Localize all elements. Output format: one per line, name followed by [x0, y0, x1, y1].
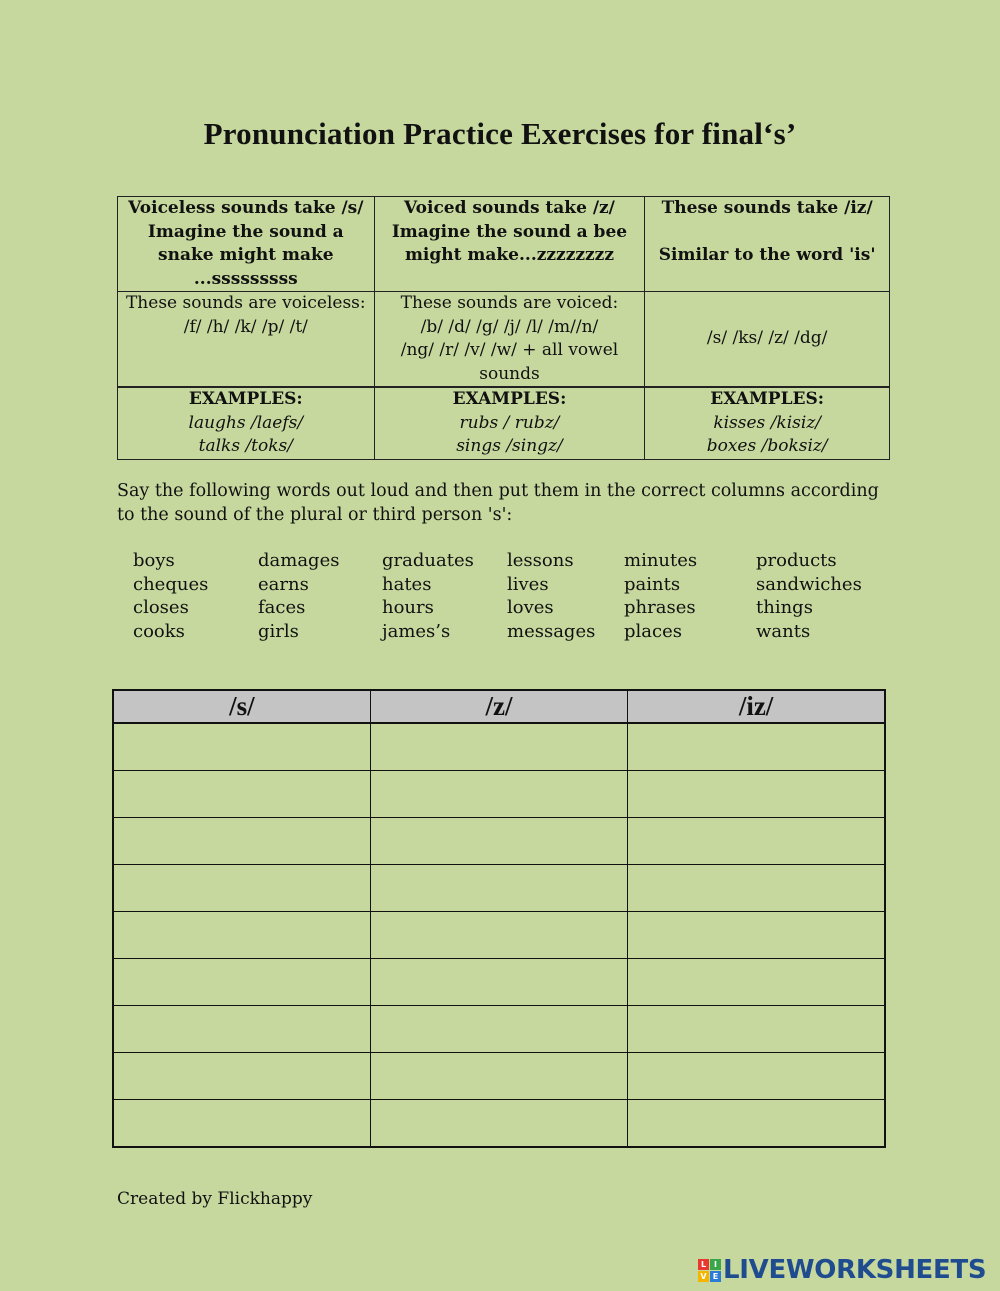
word-item: loves: [507, 597, 554, 618]
answer-cell-iz: [628, 723, 885, 771]
answer-table: [112, 689, 886, 1148]
answer-input-s[interactable]: [114, 912, 370, 958]
example-word: sings /singz/: [456, 436, 563, 456]
answer-input-s[interactable]: [114, 959, 370, 1005]
sounds-line: These sounds are voiceless:: [125, 293, 366, 313]
word-column: [382, 549, 474, 643]
badge-letter: I: [710, 1259, 721, 1270]
answer-input-s[interactable]: [114, 818, 370, 864]
word-item: girls: [258, 620, 299, 642]
example-word: laughs /laefs/: [188, 412, 304, 433]
word-item: hates: [382, 573, 432, 595]
answer-input-z[interactable]: [371, 865, 627, 911]
word-column: [133, 549, 208, 643]
answer-cell-s: [113, 959, 370, 1006]
iz-sounds-cell: [645, 292, 890, 388]
sounds-line: /ng/ /r/ /v/ /w/ + all vowel: [400, 340, 619, 360]
answer-cell-s: [113, 818, 370, 865]
answer-cell-z: [370, 1100, 627, 1148]
answer-input-iz[interactable]: [628, 1053, 884, 1099]
answer-cell-iz: [628, 959, 885, 1006]
voiceless-header-cell: [118, 197, 375, 292]
voiceless-examples-cell: [118, 387, 375, 459]
answer-row: [113, 959, 885, 1006]
word-item: james’s: [382, 620, 451, 642]
header-line: might make...zzzzzzzz: [404, 245, 614, 265]
answer-row: [113, 1053, 885, 1100]
credit-text: Created by Flickhappy: [117, 1189, 313, 1209]
header-line: Imagine the sound a: [147, 221, 344, 242]
answer-input-iz[interactable]: [628, 1100, 884, 1146]
badge-letter: V: [698, 1271, 709, 1282]
page-title: Pronunciation Practice Exercises for final‘s’: [203, 116, 797, 151]
word-item: hours: [382, 597, 434, 618]
word-item: lives: [507, 573, 549, 595]
answer-cell-s: [113, 1053, 370, 1100]
example-word: boxes /boksiz/: [706, 436, 828, 456]
examples-label: EXAMPLES:: [188, 389, 303, 409]
answer-cell-z: [370, 723, 627, 771]
voiced-examples-cell: [374, 387, 645, 459]
live-badge-icon: [698, 1259, 721, 1282]
badge-letter: L: [698, 1259, 709, 1270]
answer-cell-s: [113, 723, 370, 771]
examples-label: EXAMPLES:: [452, 389, 567, 409]
word-column: [507, 549, 595, 643]
voiced-header-cell: [374, 197, 645, 292]
header-line: snake might make: [158, 245, 334, 265]
answer-cell-s: [113, 1006, 370, 1053]
answer-input-z[interactable]: [371, 724, 627, 770]
word-item: cheques: [133, 573, 209, 595]
answer-input-s[interactable]: [114, 1100, 370, 1146]
word-item: cooks: [133, 620, 185, 642]
answer-cell-iz: [628, 912, 885, 959]
answer-row: [113, 865, 885, 912]
answer-cell-z: [370, 1053, 627, 1100]
header-line: Imagine the sound a bee: [391, 221, 628, 242]
answer-input-s[interactable]: [114, 1053, 370, 1099]
example-word: kisses /kisiz/: [713, 412, 821, 433]
answer-cell-iz: [628, 1006, 885, 1053]
answer-cell-z: [370, 959, 627, 1006]
answer-row: [113, 818, 885, 865]
answer-input-s[interactable]: [114, 771, 370, 817]
header-line: Voiceless sounds take /s/: [128, 198, 364, 218]
sound-rules-table: [117, 196, 890, 460]
sounds-line: These sounds are voiced:: [400, 293, 619, 313]
answer-input-iz[interactable]: [628, 724, 884, 770]
answer-input-z[interactable]: [371, 1100, 627, 1146]
answer-input-z[interactable]: [371, 771, 627, 817]
answer-input-iz[interactable]: [628, 771, 884, 817]
sounds-line: /s/ /ks/ /z/ /dg/: [706, 328, 828, 349]
answer-cell-iz: [628, 865, 885, 912]
answer-input-z[interactable]: [371, 1053, 627, 1099]
answer-row: [113, 1006, 885, 1053]
sounds-line: sounds: [479, 363, 540, 384]
answer-row: [113, 771, 885, 818]
answer-rows: [113, 723, 885, 1147]
voiced-sounds-cell: [374, 292, 645, 388]
liveworksheets-logo[interactable]: [698, 1256, 986, 1284]
answer-row: [113, 912, 885, 959]
answer-row: [113, 1100, 885, 1148]
header-line: These sounds take /iz/: [661, 198, 873, 218]
word-item: things: [756, 597, 813, 618]
answer-cell-s: [113, 912, 370, 959]
answer-cell-z: [370, 771, 627, 818]
word-item: lessons: [507, 550, 574, 571]
word-item: phrases: [624, 597, 696, 618]
badge-letter: E: [710, 1271, 721, 1282]
word-item: faces: [258, 597, 306, 618]
iz-header-cell: [645, 197, 890, 292]
word-item: graduates: [382, 550, 474, 571]
answer-cell-s: [113, 771, 370, 818]
word-item: damages: [258, 550, 340, 571]
word-item: earns: [258, 573, 309, 595]
word-item: wants: [756, 620, 811, 642]
word-item: closes: [133, 597, 189, 618]
answer-input-s[interactable]: [114, 1006, 370, 1052]
voiceless-sounds-cell: [118, 292, 375, 388]
iz-column-header: /iz/: [628, 690, 885, 723]
word-column: [258, 549, 339, 643]
answer-input-s[interactable]: [114, 865, 370, 911]
header-line: ...sssssssss: [193, 268, 298, 289]
answer-input-iz[interactable]: [628, 865, 884, 911]
answer-cell-z: [370, 865, 627, 912]
answer-input-iz[interactable]: [628, 1006, 884, 1052]
answer-input-z[interactable]: [371, 818, 627, 864]
answer-cell-iz: [628, 818, 885, 865]
answer-input-iz[interactable]: [628, 959, 884, 1005]
answer-input-iz[interactable]: [628, 912, 884, 958]
word-column: [756, 549, 862, 643]
word-item: boys: [133, 550, 175, 571]
s-column-header: /s/: [113, 690, 370, 723]
word-item: paints: [624, 573, 681, 595]
iz-examples-cell: [645, 387, 890, 459]
answer-cell-s: [113, 865, 370, 912]
word-item: sandwiches: [756, 573, 862, 595]
answer-cell-z: [370, 1006, 627, 1053]
answer-cell-iz: [628, 771, 885, 818]
header-spacer: [649, 221, 885, 245]
word-item: messages: [507, 620, 596, 642]
answer-cell-iz: [628, 1053, 885, 1100]
word-item: minutes: [624, 550, 698, 571]
answer-input-z[interactable]: [371, 1006, 627, 1052]
answer-input-z[interactable]: [371, 959, 627, 1005]
header-line: Similar to the word 'is': [658, 245, 876, 265]
sounds-line: /b/ /d/ /g/ /j/ /l/ /m//n/: [420, 316, 599, 337]
answer-input-iz[interactable]: [628, 818, 884, 864]
answer-cell-s: [113, 1100, 370, 1148]
sounds-line: /f/ /h/ /k/ /p/ /t/: [183, 316, 308, 337]
answer-cell-z: [370, 818, 627, 865]
instructions-text: Say the following words out loud and then put them in the correct columns according to the sound of the plural or third person 's':: [117, 481, 879, 525]
answer-row: [113, 723, 885, 771]
header-line: Voiced sounds take /z/: [404, 198, 615, 218]
answer-cell-iz: [628, 1100, 885, 1148]
examples-label: EXAMPLES:: [710, 389, 825, 409]
answer-cell-z: [370, 912, 627, 959]
word-item: products: [756, 550, 837, 571]
z-column-header: /z/: [370, 690, 627, 723]
word-item: places: [624, 620, 682, 642]
logo-text: LIVEWORKSHEETS: [723, 1255, 987, 1285]
answer-input-s[interactable]: [114, 724, 370, 770]
example-word: rubs / rubz/: [459, 412, 560, 433]
example-word: talks /toks/: [198, 436, 293, 456]
answer-input-z[interactable]: [371, 912, 627, 958]
word-column: [624, 549, 697, 643]
